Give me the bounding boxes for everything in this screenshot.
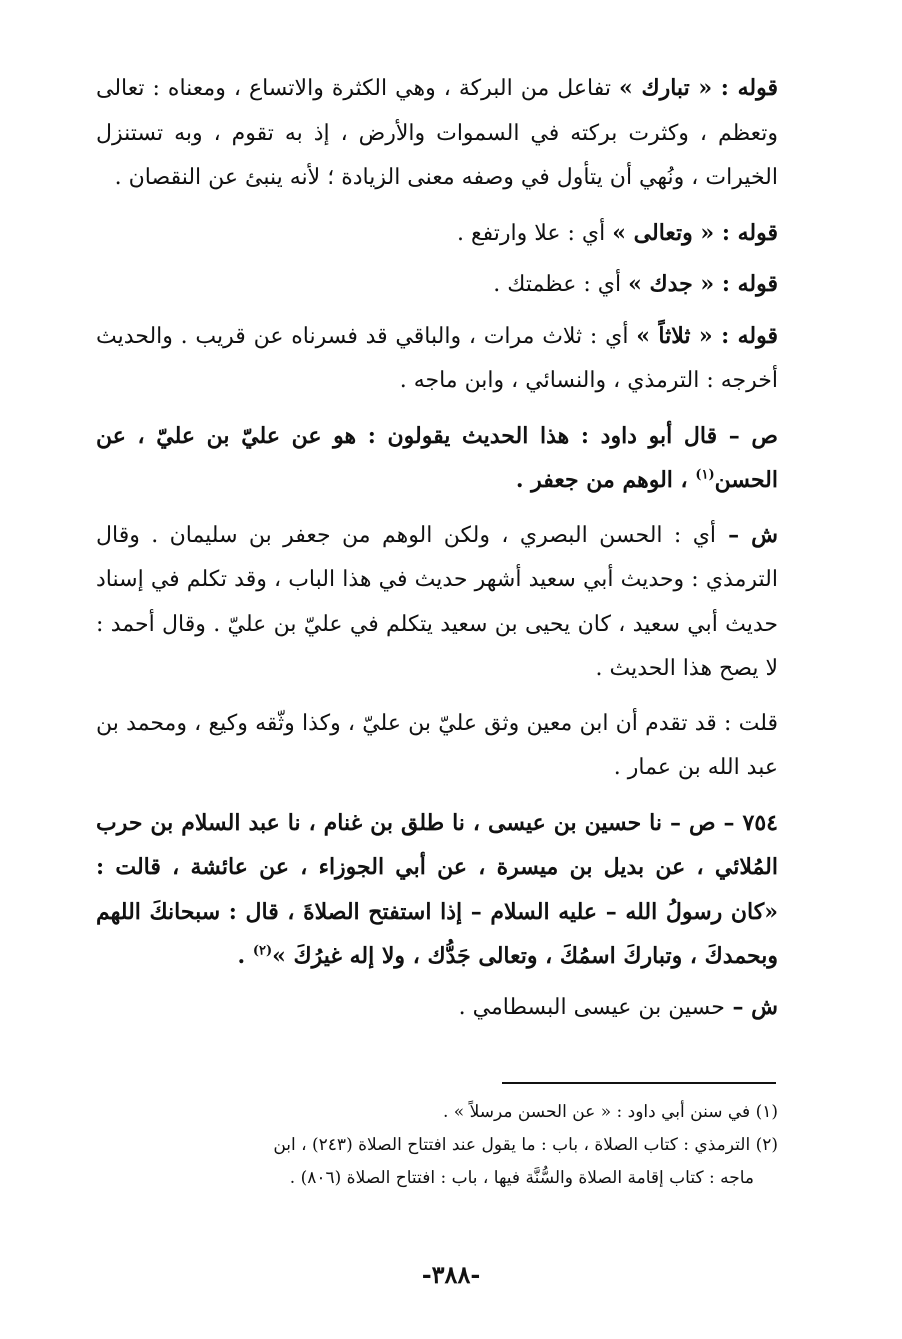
paragraph-text: قلت : قد تقدم أن ابن معين وثق عليّ بن عليّ ، وكذا وثّقه وكيع ، ومحمد بن عبد الله بن عمار . xyxy=(96,710,778,780)
paragraph-text: أي : ثلاث مرات ، والباقي قد فسرناه عن قريب . والحديث أخرجه : الترمذي ، والنسائي ، وابن ماجه . xyxy=(96,323,778,393)
paragraph-text: أي : الحسن البصري ، ولكن الوهم من جعفر بن سليمان . وقال الترمذي : وحديث أبي سعيد أشهر حديث في هذا الباب ، وقد تكلم في إسناد حديث أبي سعيد ، كان يحيى بن سعيد يتكلم في عليّ بن عليّ . وقال أحمد : لا يصح هذا الحديث . xyxy=(96,522,778,681)
paragraph-sharh-1 xyxy=(96,513,778,692)
paragraph-jadduk xyxy=(96,262,778,308)
paragraph-taala xyxy=(96,211,778,257)
paragraph-lead: قوله : « جدك » xyxy=(628,271,778,297)
paragraph-lead: ش – xyxy=(724,993,778,1020)
main-text xyxy=(96,66,778,1030)
footnote-2: (٢) الترمذي : كتاب الصلاة ، باب : ما يقول عند افتتاح الصلاة (٢٤٣) ، ابن xyxy=(273,1135,778,1155)
paragraph-lead: ٧٥٤ – ص – نا حسين بن عيسى ، نا طلق بن غنام ، نا عبد السلام بن حرب المُلائي ، عن بديل بن ميسرة ، عن أبي الجوزاء ، عن عائشة ، قالت : «كان رسولُ الله – عليه السلام – إذا استفتح الصلاةَ ، قال : سبحانكَ اللهم وبحمدكَ ، وتباركَ اسمُكَ ، وتعالى جَدُّك ، ولا إله غيرُكَ » xyxy=(96,809,778,969)
paragraph-qultu xyxy=(96,702,778,791)
paragraph-sharh-2 xyxy=(96,985,778,1031)
paragraph-hadith-754 xyxy=(96,801,778,979)
paragraph-thalathan xyxy=(96,314,778,404)
page-number: -٣٨٨- xyxy=(421,1260,481,1289)
footnote-2-continued: ماجه : كتاب إقامة الصلاة والسُّنَّة فيها ، باب : افتتاح الصلاة (٨٠٦) . xyxy=(289,1168,754,1188)
footnote-ref-1[interactable]: (١) xyxy=(695,467,715,483)
footnote-ref-2[interactable]: (٢) xyxy=(252,943,273,959)
paragraph-tail: ، الوهم من جعفر . xyxy=(515,467,696,493)
paragraph-lead: قوله : « وتعالى » xyxy=(612,219,778,246)
paragraph-abu-dawud-note xyxy=(96,414,778,503)
paragraph-tabarak xyxy=(96,66,778,201)
paragraph-text: حسين بن عيسى البسطامي . xyxy=(458,994,725,1020)
paragraph-lead: قوله : « ثلاثاً » xyxy=(636,322,778,349)
paragraph-text: تفاعل من البركة ، وهي الكثرة والاتساع ، ومعناه : تعالى وتعظم ، وكثرت بركته في السموات والأرض ، إذ به تقوم ، وبه تستنزل الخيرات ، ونُهي أن يتأول في وصفه معنى الزيادة ؛ لأنه ينبئ عن النقصان . xyxy=(96,76,778,190)
footnotes xyxy=(96,1096,778,1195)
paragraph-lead: قوله : « تبارك » xyxy=(619,75,778,101)
paragraph-lead: ص – قال أبو داود : هذا الحديث يقولون : هو عن عليّ بن عليّ ، عن الحسن xyxy=(96,422,778,493)
footnote-1: (١) في سنن أبي داود : « عن الحسن مرسلاً » . xyxy=(442,1102,778,1122)
footnote-divider xyxy=(502,1082,776,1084)
paragraph-tail: . xyxy=(237,943,253,969)
paragraph-lead: ش – xyxy=(716,521,778,548)
paragraph-text: أي : عظمتك . xyxy=(493,272,629,297)
paragraph-text: أي : علا وارتفع . xyxy=(456,220,613,246)
